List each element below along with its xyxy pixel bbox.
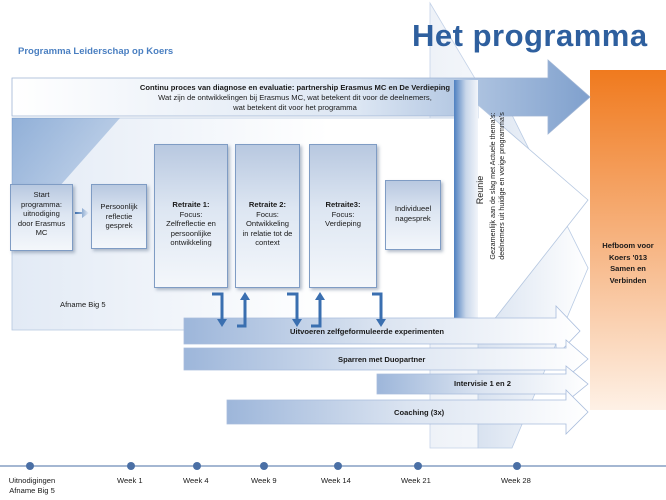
step-reflectie-line: Persoonlijk [100, 202, 138, 211]
hefboom-line: Samen en [610, 264, 646, 273]
step-reflectie-line: gesprek [105, 221, 133, 231]
step-start-line: programma: [21, 199, 62, 209]
reunie-bar [454, 80, 478, 330]
banner-subtitle [120, 93, 470, 112]
step-retraite-3-title: Retraite3: [325, 200, 361, 209]
hefboom-line: Hefboom voor [602, 241, 654, 250]
step-retraite-2-title: Retraite 2: [248, 200, 287, 209]
step-reflectie-line: reflectie [105, 211, 133, 221]
step-retraite-2-line: in relatie tot de [242, 228, 293, 238]
banner-subtitle-line1: Wat zijn de ontwikkelingen bij Erasmus MC, wat betekent dit voor de deelnemers, [158, 93, 432, 102]
hefboom-line: Koers '013 [608, 252, 648, 262]
step-start-text [10, 190, 73, 238]
timeline-start-line1: Uitnodigingen [8, 476, 56, 485]
step-retraite-1-line: Focus: [179, 209, 203, 219]
step-retraite-1-line: Zelfreflectie en [166, 219, 216, 229]
page-title: Het programma [412, 18, 648, 53]
arrow-coaching-label: Coaching (3x) [394, 408, 445, 417]
step-retraite-1-text [154, 200, 228, 248]
step-reflectie-text [91, 202, 147, 231]
arrow-intervisie-label: Intervisie 1 en 2 [454, 379, 511, 388]
step-start-line: door Erasmus [17, 218, 66, 228]
arrow-duopartner-label: Sparren met Duopartner [338, 355, 426, 364]
reunie-title: Reunie [475, 175, 485, 205]
banner-title: Continu proces van diagnose en evaluatie: partnership Erasmus MC en De Verdieping [139, 83, 451, 92]
step-retraite-2-text [235, 200, 300, 248]
step-nagesprek-line: Individueel [394, 204, 432, 213]
afname-label: Afname Big 5 [60, 300, 106, 309]
timeline-week-label: Week 1 [117, 476, 143, 485]
step-retraite-2-line: Ontwikkeling [245, 219, 290, 229]
step-start-line: Start [33, 190, 50, 199]
program-subtitle: Programma Leiderschap op Koers [18, 46, 174, 57]
step-retraite-2-line: Focus: [256, 209, 279, 219]
timeline-week-label: Week 14 [321, 476, 351, 485]
hefboom-text [590, 240, 666, 286]
step-nagesprek-line: nagesprek [395, 213, 431, 223]
timeline-week-label: Week 21 [401, 476, 431, 485]
reunie-line2: deelnemers uit huidige en vorige programma's [497, 112, 506, 260]
timeline-week-label: Week 9 [251, 476, 277, 485]
hefboom-line: Verbinden [609, 275, 647, 285]
step-start-line: uitnodiging [23, 209, 60, 219]
step-nagesprek-text [385, 204, 441, 223]
timeline-start-line2: Afname Big 5 [9, 486, 55, 495]
reunie-description [488, 112, 506, 260]
step-retraite-3-line: Verdieping [325, 219, 361, 229]
step-retraite-2-line: context [255, 238, 280, 248]
step-start-line: MC [35, 228, 48, 238]
step-retraite-1-line: ontwikkeling [170, 238, 212, 248]
banner-subtitle-line2: wat betekent dit voor het programma [233, 102, 357, 112]
timeline-week-label: Week 28 [501, 476, 531, 485]
timeline-week-label: Week 4 [183, 476, 209, 485]
step-retraite-3-text [309, 200, 377, 229]
timeline-start-label [6, 476, 58, 496]
step-retraite-3-line: Focus: [331, 209, 355, 219]
step-retraite-1-line: persoonlijke [170, 228, 212, 238]
reunie-line1: Gezamenlijk aan de slag met Actuele thema's: [487, 112, 497, 260]
step-retraite-1-title: Retraite 1: [172, 200, 210, 209]
arrow-experimenten-label: Uitvoeren zelfgeformuleerde experimenten [290, 327, 445, 336]
